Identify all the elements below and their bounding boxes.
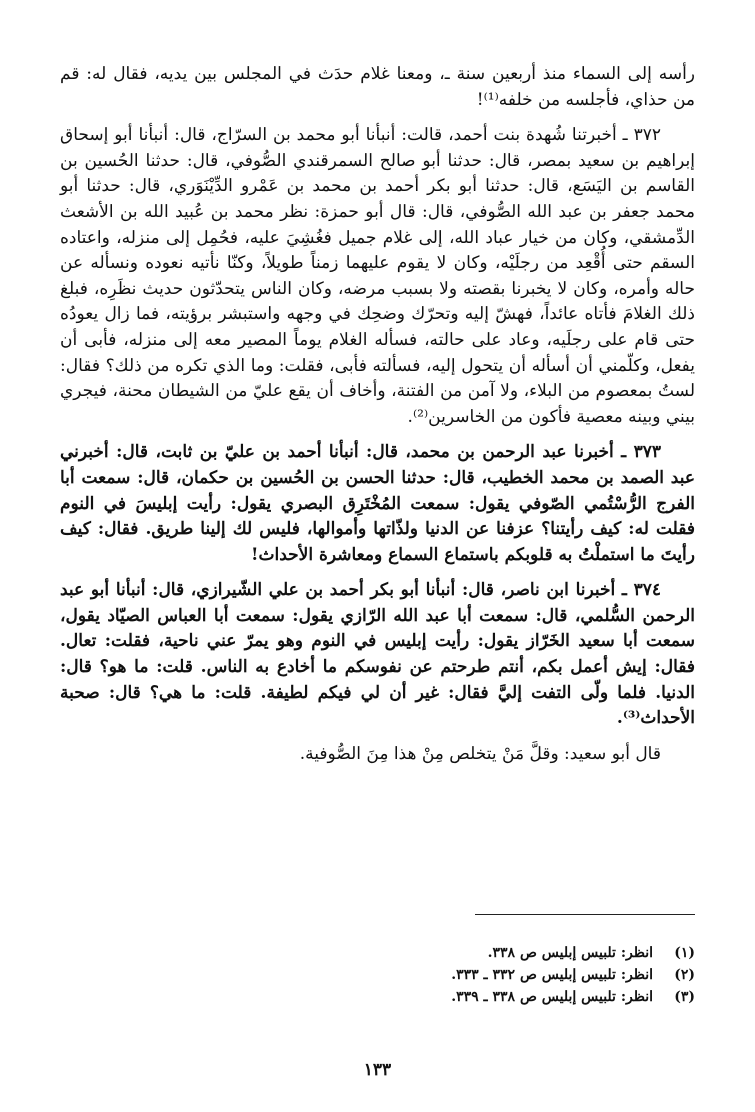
paragraph-continuation: رأسه إلى السماء منذ أربعين سنة ـ، ومعنا غلام حدَث في المجلس بين يديه، فقال له: قم من حذاي، فأجلسه من خلفه⁽¹⁾!	[60, 64, 695, 110]
paragraph-373: ٣٧٣ ـ أخبرنا عبد الرحمن بن محمد، قال: أنبأنا أحمد بن عليّ بن ثابت، قال: أخبرني عبد الصمد بن محمد الخطيب، قال: حدثنا الحسن بن الحُسين بن حكمان، قال: سمعت أبا الفرج الرُّسْتُمي الصّوفي يقول: سمعت المُخْتَرِق البصري يقول: رأيت إبليسَ في النوم فقلت له: كيف رأيتنا؟ عزفنا عن الدنيا ولذّاتها وأموالها، فليس لك إلينا طريق. فقال: كيف رأيتَ ما استملْتُ به قلوبكم باستماع السماع ومعاشرة الأحداث!	[60, 442, 695, 565]
paragraph-374: ٣٧٤ ـ أخبرنا ابن ناصر، قال: أنبأنا أبو بكر أحمد بن علي الشّيرازي، قال: أنبأنا أبو عبد الرحمن السُّلمي، قال: سمعت أبا عبد الله الرّازي يقول: سمعت أبا العباس الصيّاد يقول، سمعت أبا سعيد الخَرّاز يقول: رأيت إبليس في النوم وهو يمرّ عني ناحية، فقلت: تعال. فقال: إيش أعمل بكم، أنتم طرحتم عن نفوسكم ما أخادع به الناس. قلت: ما هو؟ قال: الدنيا. فلما ولّى التفت إليَّ فقال: غير أن لي فيكم لطيفة. قلت: ما هي؟ قال: صحبة الأحداث⁽³⁾.	[60, 580, 695, 729]
footnote-text: انظر: تلبيس إبليس ص ٣٣٢ ـ ٣٣٣.	[451, 967, 653, 983]
body-text	[60, 62, 695, 767]
footnote-1	[60, 942, 695, 964]
paragraph-abu-said: قال أبو سعيد: وقلَّ مَنْ يتخلص مِنْ هذا مِنَ الصُّوفية.	[299, 743, 661, 764]
footnote-divider	[475, 914, 695, 915]
footnote-number: (٢)	[674, 967, 695, 983]
footnote-number: (١)	[674, 945, 695, 961]
footnote-2	[60, 964, 695, 986]
footnote-3	[60, 986, 695, 1008]
footnote-text: انظر: تلبيس إبليس ص ٣٣٨ ـ ٣٣٩.	[451, 989, 653, 1005]
footnotes	[60, 942, 695, 1008]
page-number: ١٣٣	[363, 1060, 392, 1080]
paragraph-372: ٣٧٢ ـ أخبرتنا شُهدة بنت أحمد، قالت: أنبأنا أبو محمد بن السرّاج، قال: أنبأنا أبو إسحاق إبراهيم بن سعيد بمصر، قال: حدثنا أبو صالح السمرقندي الصُّوفي، قال: حدثنا الحُسين بن القاسم بن اليَسَع، قال: حدثنا أبو بكر أحمد بن محمد بن عَمْرو الدِّيْنَوَري، قال: حدثنا أبو محمد جعفر بن عبد الله الصُّوفي، قال: قال أبو حمزة: نظر محمد بن عُبيد الله بن الأشعث الدِّمشقي، وكان من خيار عباد الله، إلى غلام جميل فغُشِيَ عليه، فحُمِل إلى منزله، واعتاده السقم حتى أُقْعِد من رجلَيْه، وكان لا يقوم عليهما زمناً طويلاً، وكنّا نأتيه نعوده ونسأله عن حاله وأمره، وكان لا يخبرنا بقصته ولا بسبب مرضه، وكان الناس يتحدّثون حديث نظَرِه، فبلغ ذلك الغلامَ فأتاه عائداً، فهشّ إليه وتحرّك وضحِك في وجهه واستبشر برؤيته، فما زال يعودُه حتى قام على رجلَيه، وعاد على حالته، فسأله الغلام يوماً المصير معه إلى منزله، فأبى أن يفعل، وكلّمني أن أسأله أن يتحول إليه، فسألته فأبى، فقلت: وما الذي تكره من ذلك؟ فقال: لستُ بمعصوم من البلاء، ولا آمن من الفتنة، وأخاف أن يقع عليّ من الشيطان محنة، فيجري بيني وبينه معصية فأكون من الخاسرين⁽²⁾.	[60, 125, 695, 427]
footnote-text: انظر: تلبيس إبليس ص ٣٣٨.	[487, 945, 653, 961]
document-page	[60, 62, 695, 1080]
footnote-number: (٣)	[674, 989, 695, 1005]
